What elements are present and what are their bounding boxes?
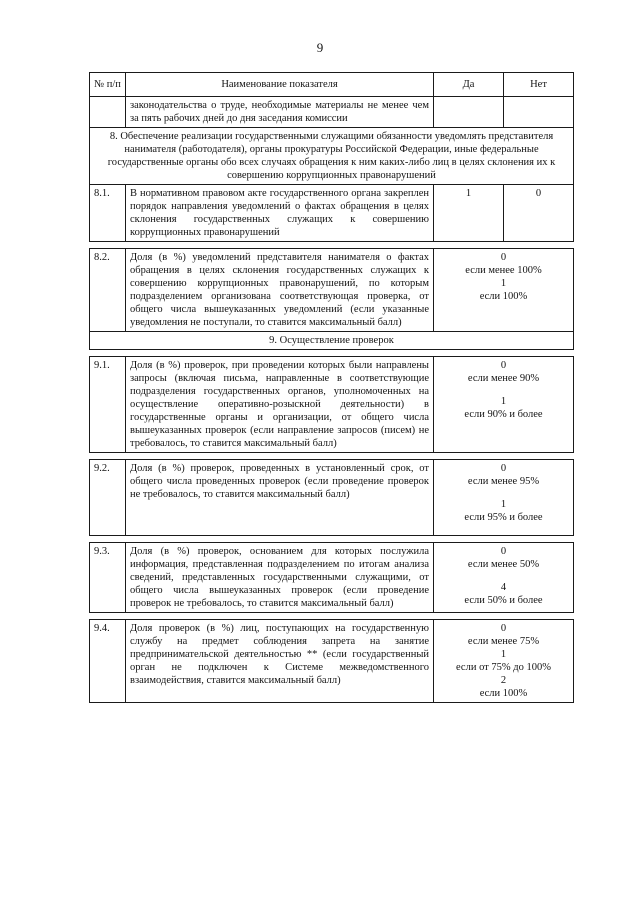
row-num: 9.1. xyxy=(90,357,126,453)
yes-value: 1 xyxy=(434,185,504,242)
score-value: 0 xyxy=(500,546,507,557)
score-cell xyxy=(434,357,574,453)
row-num: 9.4. xyxy=(90,620,126,703)
no-value: 0 xyxy=(504,185,574,242)
score-value: 4 xyxy=(500,582,507,593)
row-text: Доля проверок (в %) лиц, поступающих на государственную службу на предмет соблюдения запрета на занятие предпринимательской деятельностью ** (если государственный орган не подключен к Системе межведомственного взаимодействия, ставится максимальный балл) xyxy=(126,620,434,703)
row-num: 8.2. xyxy=(90,249,126,332)
section-8-row xyxy=(90,128,574,185)
row-9-1 xyxy=(90,357,574,453)
score-condition: если менее 50% xyxy=(467,559,540,570)
score-condition: если 100% xyxy=(479,291,528,302)
row-text: Доля (в %) проверок, проведенных в установленный срок, от общего числа проведенных проверок (если проведение проверок не требовалось, то ставится максимальный балл) xyxy=(126,460,434,536)
row-num: 8.1. xyxy=(90,185,126,242)
header-name: Наименование показателя xyxy=(126,73,434,97)
score-condition: если менее 95% xyxy=(467,476,540,487)
score-value: 0 xyxy=(500,252,507,263)
score-value: 2 xyxy=(500,675,507,686)
row-text: Доля (в %) проверок, при проведении которых были направлены запросы (включая письма, направленные в соответствующие подразделения государственных органов, уполномоченных на осуществление оперативно-розыскной деятельности) в государственные органы и организации, от общего числа вышеуказанных проверок (если направление запросов (писем) не требовалось, то ставится максимальный балл) xyxy=(126,357,434,453)
continuation-row xyxy=(90,97,574,128)
section-8-title: 8. Обеспечение реализации государственными служащими обязанности уведомлять представителя нанимателя (работодателя), органы прокуратуры Российской Федерации, иные федеральные государственные органы обо всех случаях обращения к ним каких-либо лиц в целях склонения их к совершению коррупционных правонарушений xyxy=(90,128,574,185)
score-cell xyxy=(434,620,574,703)
score-value: 1 xyxy=(500,396,507,407)
score-cell xyxy=(434,460,574,536)
score-value: 1 xyxy=(500,499,507,510)
indicators-table xyxy=(89,72,574,703)
row-8-2 xyxy=(90,249,574,332)
header-yes: Да xyxy=(434,73,504,97)
row-text: Доля (в %) проверок, основанием для которых послужила информация, представленная подразделением по итогам анализа сведений, представленных государственными служащими, от общего числа вышеуказанных проверок (если проведение проверок не требовалось, то ставится максимальный балл) xyxy=(126,543,434,613)
score-condition: если менее 75% xyxy=(467,636,540,647)
score-condition: если от 75% до 100% xyxy=(456,662,551,673)
header-no: Нет xyxy=(504,73,574,97)
score-condition: если 50% и более xyxy=(464,595,543,606)
score-condition: если менее 100% xyxy=(465,265,542,276)
score-condition: если 95% и более xyxy=(464,512,543,523)
row-num: 9.3. xyxy=(90,543,126,613)
score-cell xyxy=(434,543,574,613)
row-9-2 xyxy=(90,460,574,536)
row-8-1 xyxy=(90,185,574,242)
score-condition: если 100% xyxy=(479,688,528,699)
row-num: 9.2. xyxy=(90,460,126,536)
score-value: 0 xyxy=(500,623,507,634)
row-9-3 xyxy=(90,543,574,613)
score-condition: если 90% и более xyxy=(464,409,543,420)
table-header-row xyxy=(90,73,574,97)
section-9-row xyxy=(90,332,574,350)
header-num: № п/п xyxy=(90,73,126,97)
score-value: 0 xyxy=(500,360,507,371)
row-text: В нормативном правовом акте государственного органа закреплен порядок направления уведомлений о фактах обращения в целях склонения государственных служащих к совершению коррупционных правонарушений xyxy=(126,185,434,242)
score-condition: если менее 90% xyxy=(467,373,540,384)
row-text: Доля (в %) уведомлений представителя нанимателя о фактах обращения в целях склонения государственных служащих к совершению коррупционных правонарушений, по которым подразделением организована соответствующая проверка, от общего числа вышеуказанных уведомлений (если указанные уведомления не поступали, то ставится максимальный балл) xyxy=(126,249,434,332)
row-9-4 xyxy=(90,620,574,703)
score-value: 1 xyxy=(500,649,507,660)
score-value: 0 xyxy=(500,463,507,474)
continuation-text: законодательства о труде, необходимые материалы не менее чем за пять рабочих дней до дня заседания комиссии xyxy=(126,97,434,128)
score-cell xyxy=(434,249,574,332)
page-number: 9 xyxy=(316,40,324,55)
score-value: 1 xyxy=(500,278,507,289)
section-9-title: 9. Осуществление проверок xyxy=(90,332,574,350)
